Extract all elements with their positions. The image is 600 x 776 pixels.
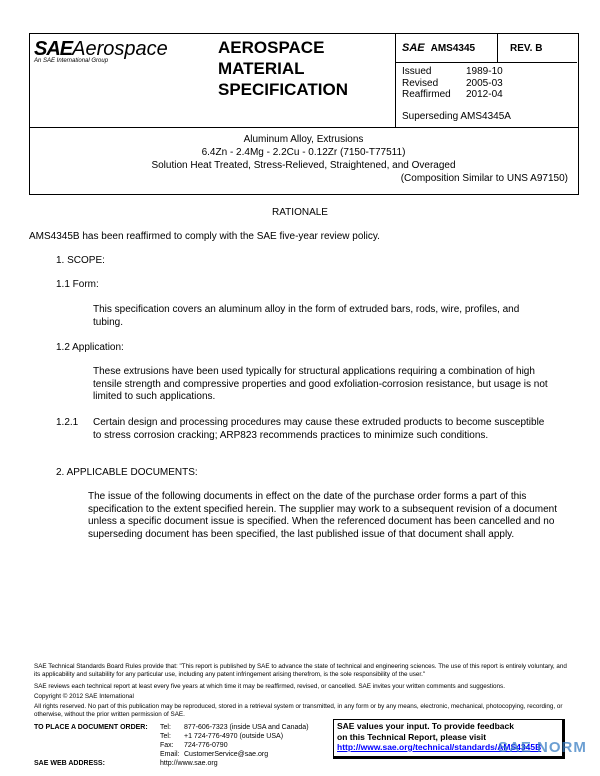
section-1-1-text: This specification covers an aluminum alloy in the form of extruded bars, rods, wire, profiles, and tubing. [93,304,520,328]
section-1-2-heading: 1.2 Application: [56,342,124,353]
section-2-text: The issue of the following documents in effect on the date of the purchase order forms a part of this specification to the extent specified herein. The supplier may work to a subsequent revision of a document unless a specific document issue is specified. When the referenced document has been cancelled and no superseding document has been specified, the last published issue of that document shall apply. [88,491,557,540]
sae-logo-icon: SAE [402,42,425,54]
rights-notice: All rights reserved. No part of this publication may be reproduced, stored in a retrieval system or transmitted, in any form or by any means, electronic, mechanical, photocopying, recording, or otherwise, without the prior written permission of SAE. [34,703,563,718]
section-1-2-text: These extrusions have been used typically for structural applications requiring a combination of high tensile strength and compressive properties and good exfoliation-corrosion resistance, but usage is not limited to such applications. [93,366,548,402]
document-type: AEROSPACE MATERIAL SPECIFICATION [218,38,349,99]
section-1-2-1-number: 1.2.1 [56,417,79,428]
section-1-2-1-text: Certain design and processing procedures may cause these extruded products to become susceptible to stress corrosion cracking; ARP823 recommends practices to minimize such conditions. [93,417,545,441]
document-title: Aluminum Alloy, Extrusions 6.4Zn - 2.4Mg - 2.2Cu - 0.12Zr (7150-T77511) Solution Heat Treated, Stress-Relieved, Straightened, and Overaged (Composition Similar to UNS A97150) [151,134,568,184]
superseding: Superseding AMS4345A [402,111,511,122]
web-label: SAE WEB ADDRESS: [34,760,105,767]
sae-aerospace-logo: SAEAerospace An SAE International Group [34,38,168,64]
rationale-text: AMS4345B has been reaffirmed to comply with the SAE five-year review policy. [29,231,380,242]
document-number: SAE AMS4345 [402,42,476,54]
web-link[interactable]: http://www.sae.org [160,760,218,767]
divider [395,33,396,127]
section-1-1-heading: 1.1 Form: [56,279,99,290]
footer-notice: SAE Technical Standards Board Rules provide that: "This report is published by SAE to advance the state of technical and engineering sciences. The use of this report is entirely voluntary, and its applicability and suitability for any particular use, including any patent infringement arising therefrom, is the sole responsibility of the user." [34,663,567,678]
date-list: Issued 1989-10 Revised 2005-03 Reaffirmed 2012-04 [402,66,503,100]
section-1-heading: 1. SCOPE: [56,255,105,266]
rationale-heading: RATIONALE [272,207,328,218]
watermark-logo: SAE NORM [498,739,587,756]
order-label: TO PLACE A DOCUMENT ORDER: [34,724,148,731]
email-link[interactable]: CustomerService@sae.org [184,751,269,758]
copyright: Copyright © 2012 SAE International [34,693,134,700]
feedback-link[interactable]: http://www.sae.org/technical/standards/AMS4345B [337,742,542,752]
contact-list: Tel: 877-606-7323 (inside USA and Canada) Tel: +1 724-776-4970 (outside USA) Fax: 724-776-0790 Email: CustomerService@sae.org [160,724,309,758]
footer-review-notice: SAE reviews each technical report at least every five years at which time it may be reaffirmed, revised, or cancelled. SAE invites your written comments and suggestions. [34,683,505,690]
divider [497,33,498,62]
divider [395,62,577,63]
divider [29,127,578,128]
section-2-heading: 2. APPLICABLE DOCUMENTS: [56,467,198,478]
revision: REV. B [510,43,543,54]
feedback-box: SAE values your input. To provide feedback on this Technical Report, please visit http://www.sae.org/technical/standards/AMS4345B [333,719,565,759]
